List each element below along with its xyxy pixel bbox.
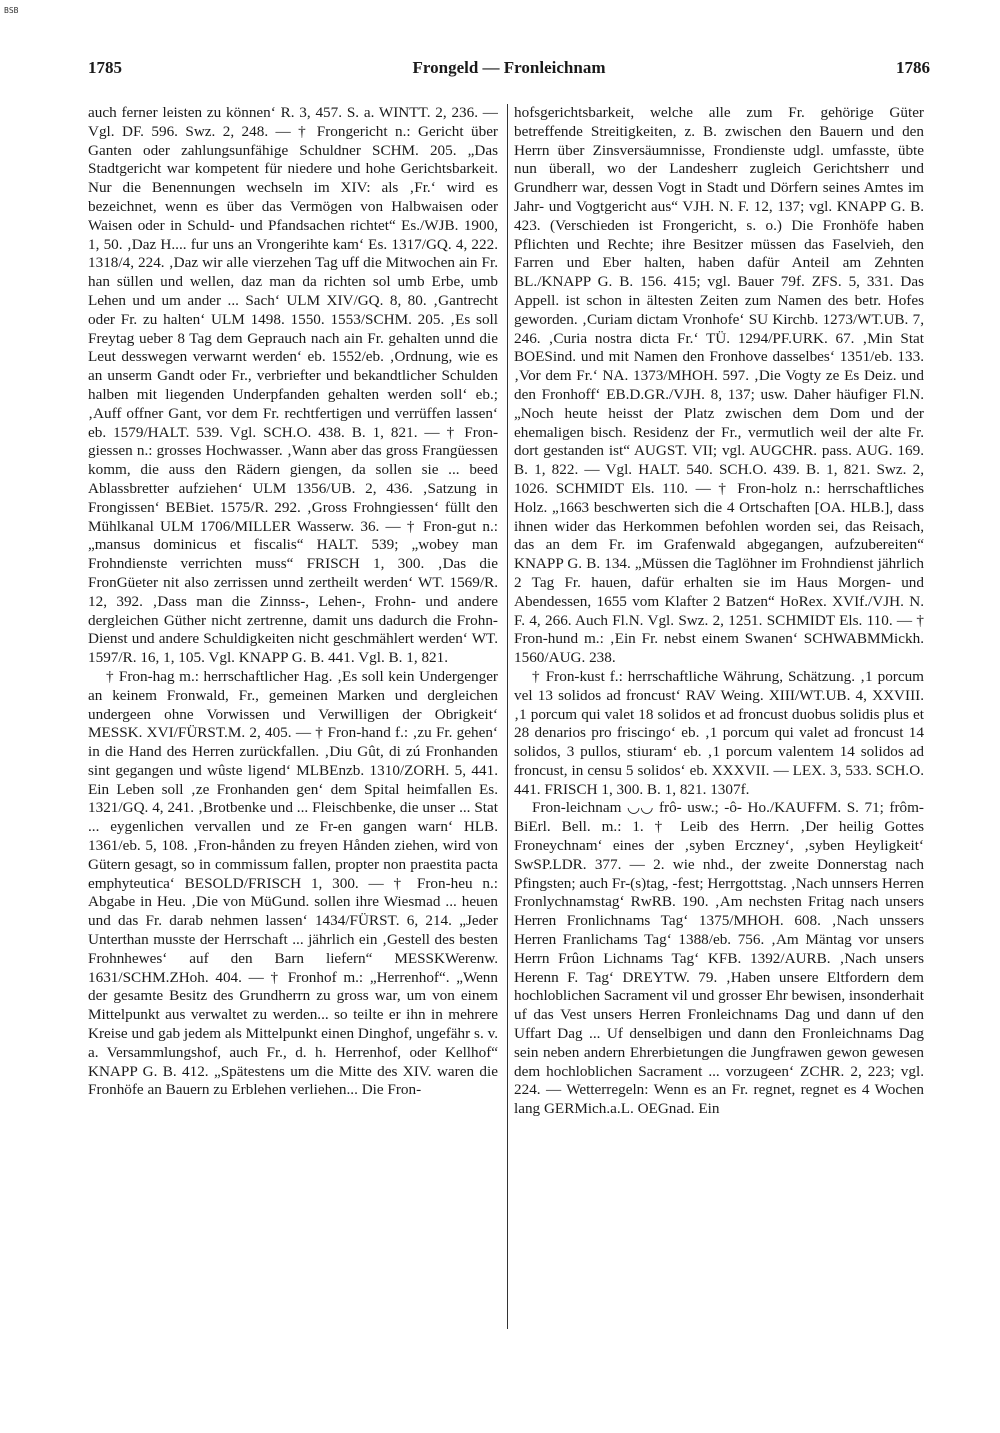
running-title: Frongeld — Fronleichnam: [412, 58, 606, 77]
right-column: [514, 104, 924, 1334]
left-column: [88, 104, 498, 1334]
library-stamp: BSB: [4, 6, 19, 15]
entry-paragraph: Fron-leichnam ◡◡ frô- usw.; -ô- Ho./KAUFFM. S. 71; frôm- BiErl. Bell. m.: 1. † Leib des Herrn. ‚Der heilig Gottes Froneychnam‘ eines der ‚syben Erczney‘, ‚syben Heyligkeit‘ SwSP.LDR. 377. — 2. wie nhd., der zweite Donnerstag nach Pfingsten; auch Fr-(s)tag, -fest; Herrgottstag. ‚Nach unnsers Herren Fronlychnamstag‘ RwRB. 190. ‚Am nechsten Fritag nach unsers Herren Fronlichnams Tag‘ 1375/MHOH. 608. ‚Nach unssers Herren Franlichams Tag‘ 1388/eb. 756. ‚Am Mäntag vor unsers Herrn Frûon Lichnams Tag‘ KFB. 1392/AURB. ‚Nach unsers Herenn F. Tag‘ DREYTW. 79. ‚Haben unsere Eltfordern dem hochloblichen Sacrament vil und grosser Ehr bewisen, insonderhait uf das Vest unsers Herren Fronleichnams Dag und dann uf den Uffart Dag ... Uf denselbigen und dann den Fronleichnams Dag sein neben andern Ehrerbietungen die Jungfrawen gewon gewesen dem hochloblichen Sacrament ... vorzugeen‘ ZCHR. 2, 223; vgl. 224. — Wetterregeln: Wenn es an Fr. regnet, regnet es 4 Wochen lang GERMich.a.L. OEGnad. Ein: [514, 799, 924, 1118]
entry-paragraph: auch ferner leisten zu können‘ R. 3, 457. S. a. WINTT. 2, 236. — Vgl. DF. 596. Swz. 2, 248. — † Frongericht n.: Gericht über Ganten oder zahlungsunfähige Schuldner SCHM. 205. „Das Stadtgericht war kompetent für niedere und hohe Gerichtsbarkeit. Nur die Benennungen wechseln im XIV: als ‚Fr.‘ wird es bezeichnet, wenn es über das Vermögen von Halbwaisen oder Waisen oder in Schuld- und Pfandsachen richtet“ Es./WJB. 1900, 1, 50. ‚Daz H.... fur uns an Vrongerihte kam‘ Es. 1317/GQ. 4, 222. 1318/4, 224. ‚Daz wir alle vierzehen Tag uff die Mitwochen ain Fr. han süllen und wellen, daz man da richten sol umb Erbe, umb Lehen und um ander ... Sach‘ ULM XIV/GQ. 8, 80. ‚Gantrecht oder Fr. zu halten‘ ULM 1498. 1550. 1553/SCHM. 205. ‚Es soll Freytag ueber 8 Tag dem Geprauch nach ain Fr. gehalten unnd die Leut desswegen verwarnt werden‘ eb. 1552/eb. ‚Ordnung, wie es an unserm Gandt oder Fr., verbriefter und bekandtlicher Schulden halben mit liegenden Underpfanden gehalten werden soll‘ eb.; ‚Auff offner Gant, vor dem Fr. rechtfertigen und verrüffen lassen‘ eb. 1579/HALT. 539. Vgl. SCH.O. 438. B. 1, 821. — † Fron-giessen n.: grosses Hochwasser. ‚Wann aber das gross Frangüessen komm, die auss den Rädern giengen, da sollen sie ... beed Ablassbretter aufziehen‘ ULM 1356/UB. 2, 436. ‚Satzung in Frongissen‘ BEBiet. 1575/R. 292. ‚Gross Frohngiessen‘ füllt den Mühlkanal ULM 1706/MILLER Wasserw. 36. — † Fron-gut n.: „mansus dominicus et fiscalis“ HALT. 539; „wobey man Frohndienste verrichten muss“ FRISCH 1, 300. ‚Das die FronGüeter nit also zerrissen unnd zertheilt werden‘ WT. 1569/R. 12, 392. ‚Dass man die Zinnss-, Lehen-, Frohn- und andere dergleichen Güther nicht zertrenne, damit uns dadurch die Frohn-Dienst und andere Schuldigkeiten nicht geschmählert werden‘ WT. 1597/R. 16, 1, 105. Vgl. KNAPP G. B. 441. Vgl. B. 1, 821.: [88, 104, 498, 667]
page-header: [88, 58, 930, 82]
text-columns: [88, 104, 930, 1334]
page-number-right: 1786: [896, 58, 930, 77]
entry-paragraph: † Fron-hag m.: herrschaftlicher Hag. ‚Es soll kein Undergenger an keinem Fronwald, Fr., gemeinen Marken und dergleichen undergeen ohne Vorwissen und Verwilligen der Obrigkeit‘ MESSK. XVI/FÜRST.M. 2, 405. — † Fron-hand f.: ‚zu Fr. gehen‘ in die Hand des Herren zurückfallen. ‚Diu Gût, di zú Fronhanden sint gegangen und wûste ligend‘ MLBEnzb. 1310/ZORH. 5, 441. Ein Leben soll ‚ze Fronhanden gen‘ dem Spital heimfallen Es. 1321/GQ. 4, 241. ‚Brotbenke und ... Fleischbenke, die unser ... Stat ... eygenlichen vervallen und ze Fr-en gangen warn‘ HLB. 1361/eb. 5, 108. ‚Fron-hånden zu freyen Hånden ziehen, wird von Gütern gesagt, so in commissum fallen, propter non praestita pacta emphyteutica‘ BESOLD/FRISCH 1, 300. — † Fron-heu n.: Abgabe in Heu. ‚Die von MüGund. sollen ihre Wiesmad ... heuen und das Fr. darab nehmen lassen‘ 1434/FÜRST. 6, 214. „Jeder Unterthan musste der Herrschaft ... jährlich ein ‚Gestell des besten Frohnhewes‘ auf den Barn liefern“ MESSKWerenw. 1631/SCHM.ZHoh. 404. — † Fronhof m.: „Herrenhof“. „Wenn der gesamte Besitz des Grundherrn zu gross war, um von einem Mittelpunkt aus verwaltet zu werden... so teilte er ihn in mehrere Kreise und gab jedem als Mittelpunkt einen Dinghof, ungefähr s. v. a. Versammlungshof, auch Fr., d. h. Herrenhof, oder Kellhof“ KNAPP G. B. 412. „Spätestens um die Mitte des XIV. waren die Fronhöfe an Bauern zu Erblehen verliehen... Die Fron-: [88, 667, 498, 1099]
page-number-left: 1785: [88, 58, 122, 77]
entry-paragraph: † Fron-kust f.: herrschaftliche Währung, Schätzung. ‚1 porcum vel 13 solidos ad froncust‘ RAV Weing. XIII/WT.UB. 4, XXVIII. ‚1 porcum qui valet 18 solidos et ad froncust duobus solidis plus et 28 denarios pro friscingo‘ eb. ‚1 porcum qui valet ad froncust 14 solidos, 3 pullos, stiuram‘ eb. ‚1 porcum valentem 14 solidos ad froncust, in censu 5 solidos‘ eb. XXXVII. — LEX. 3, 533. SCH.O. 441. FRISCH 1, 300. B. 1, 821. 1307f.: [514, 667, 924, 798]
entry-paragraph: hofsgerichtsbarkeit, welche alle zum Fr. gehörige Güter betreffende Streitigkeiten, z. B. zwischen den Bauern und den Herrn über Zinsversäumnisse, Frondienste udgl. umfasste, übte nun überall, wo der Landesherr zugleich Gerichtsherr und Grundherr war, dessen Vogt in Stadt und Dörfern seines Amtes im Jahr- und Vogtgericht aus“ VJH. N. F. 12, 137; vgl. KNAPP G. B. 423. (Verschieden ist Frongericht, s. o.) Die Fronhöfe haben Pflichten und Rechte; ihre Besitzer müssen das Faselvieh, den Farren und Eber halten, haben dafür Anteil am Zehnten BL./KNAPP G. B. 156. 415; vgl. Bauer 79f. ZFS. 5, 331. Das Appell. ist schon in ältesten Zeiten zum Namen des betr. Hofes geworden. ‚Curiam dictam Vronhofe‘ SU Kirchb. 1273/WT.UB. 7, 246. ‚Curia nostra dicta Fr.‘ TÜ. 1294/PF.URK. 67. ‚Min Stat BOESind. und mit Namen den Fronhove dasselbes‘ 1351/eb. 133. ‚Vor dem Fr.‘ NA. 1373/MHOH. 597. ‚Die Vogty ze Es Deiz. und den Fronhoff‘ EB.D.GR./VJH. 8, 137; usw. Daher häufiger Fl.N. „Noch heute heisst der Platz zwischen dem Dom und der ehemaligen bisch. Residenz der Fr., vermutlich weil der alte Fr. dort gestanden ist“ AUGST. VII; vgl. AUGCHR. pass. AUG. 169. B. 1, 822. — Vgl. HALT. 540. SCH.O. 439. B. 1, 821. Swz. 2, 1026. SCHMIDT Els. 110. — † Fron-holz n.: herrschaftliches Holz. „1663 beschwerten sich die 4 Ortschaften [OA. HLB.], dass ihnen wider das Herkommen befohlen worden sei, das Reisach, das an dem Fr. im Grafenwald abgegangen, aufzubereiten“ KNAPP G. B. 134. „Müssen die Taglöhner im Frohndienst jährlich 2 Tag Fr. hauen, dafür erhalten sie im Haus Morgen- und Abendessen, 1655 vom Klafter 2 Batzen“ HoRex. XVIf./VJH. N. F. 4, 266. Auch Fl.N. Vgl. Swz. 2, 1251. SCHMIDT Els. 110. — † Fron-hund m.: ‚Ein Fr. nebst einem Swanen‘ SCHWABMMickh. 1560/AUG. 238.: [514, 104, 924, 667]
